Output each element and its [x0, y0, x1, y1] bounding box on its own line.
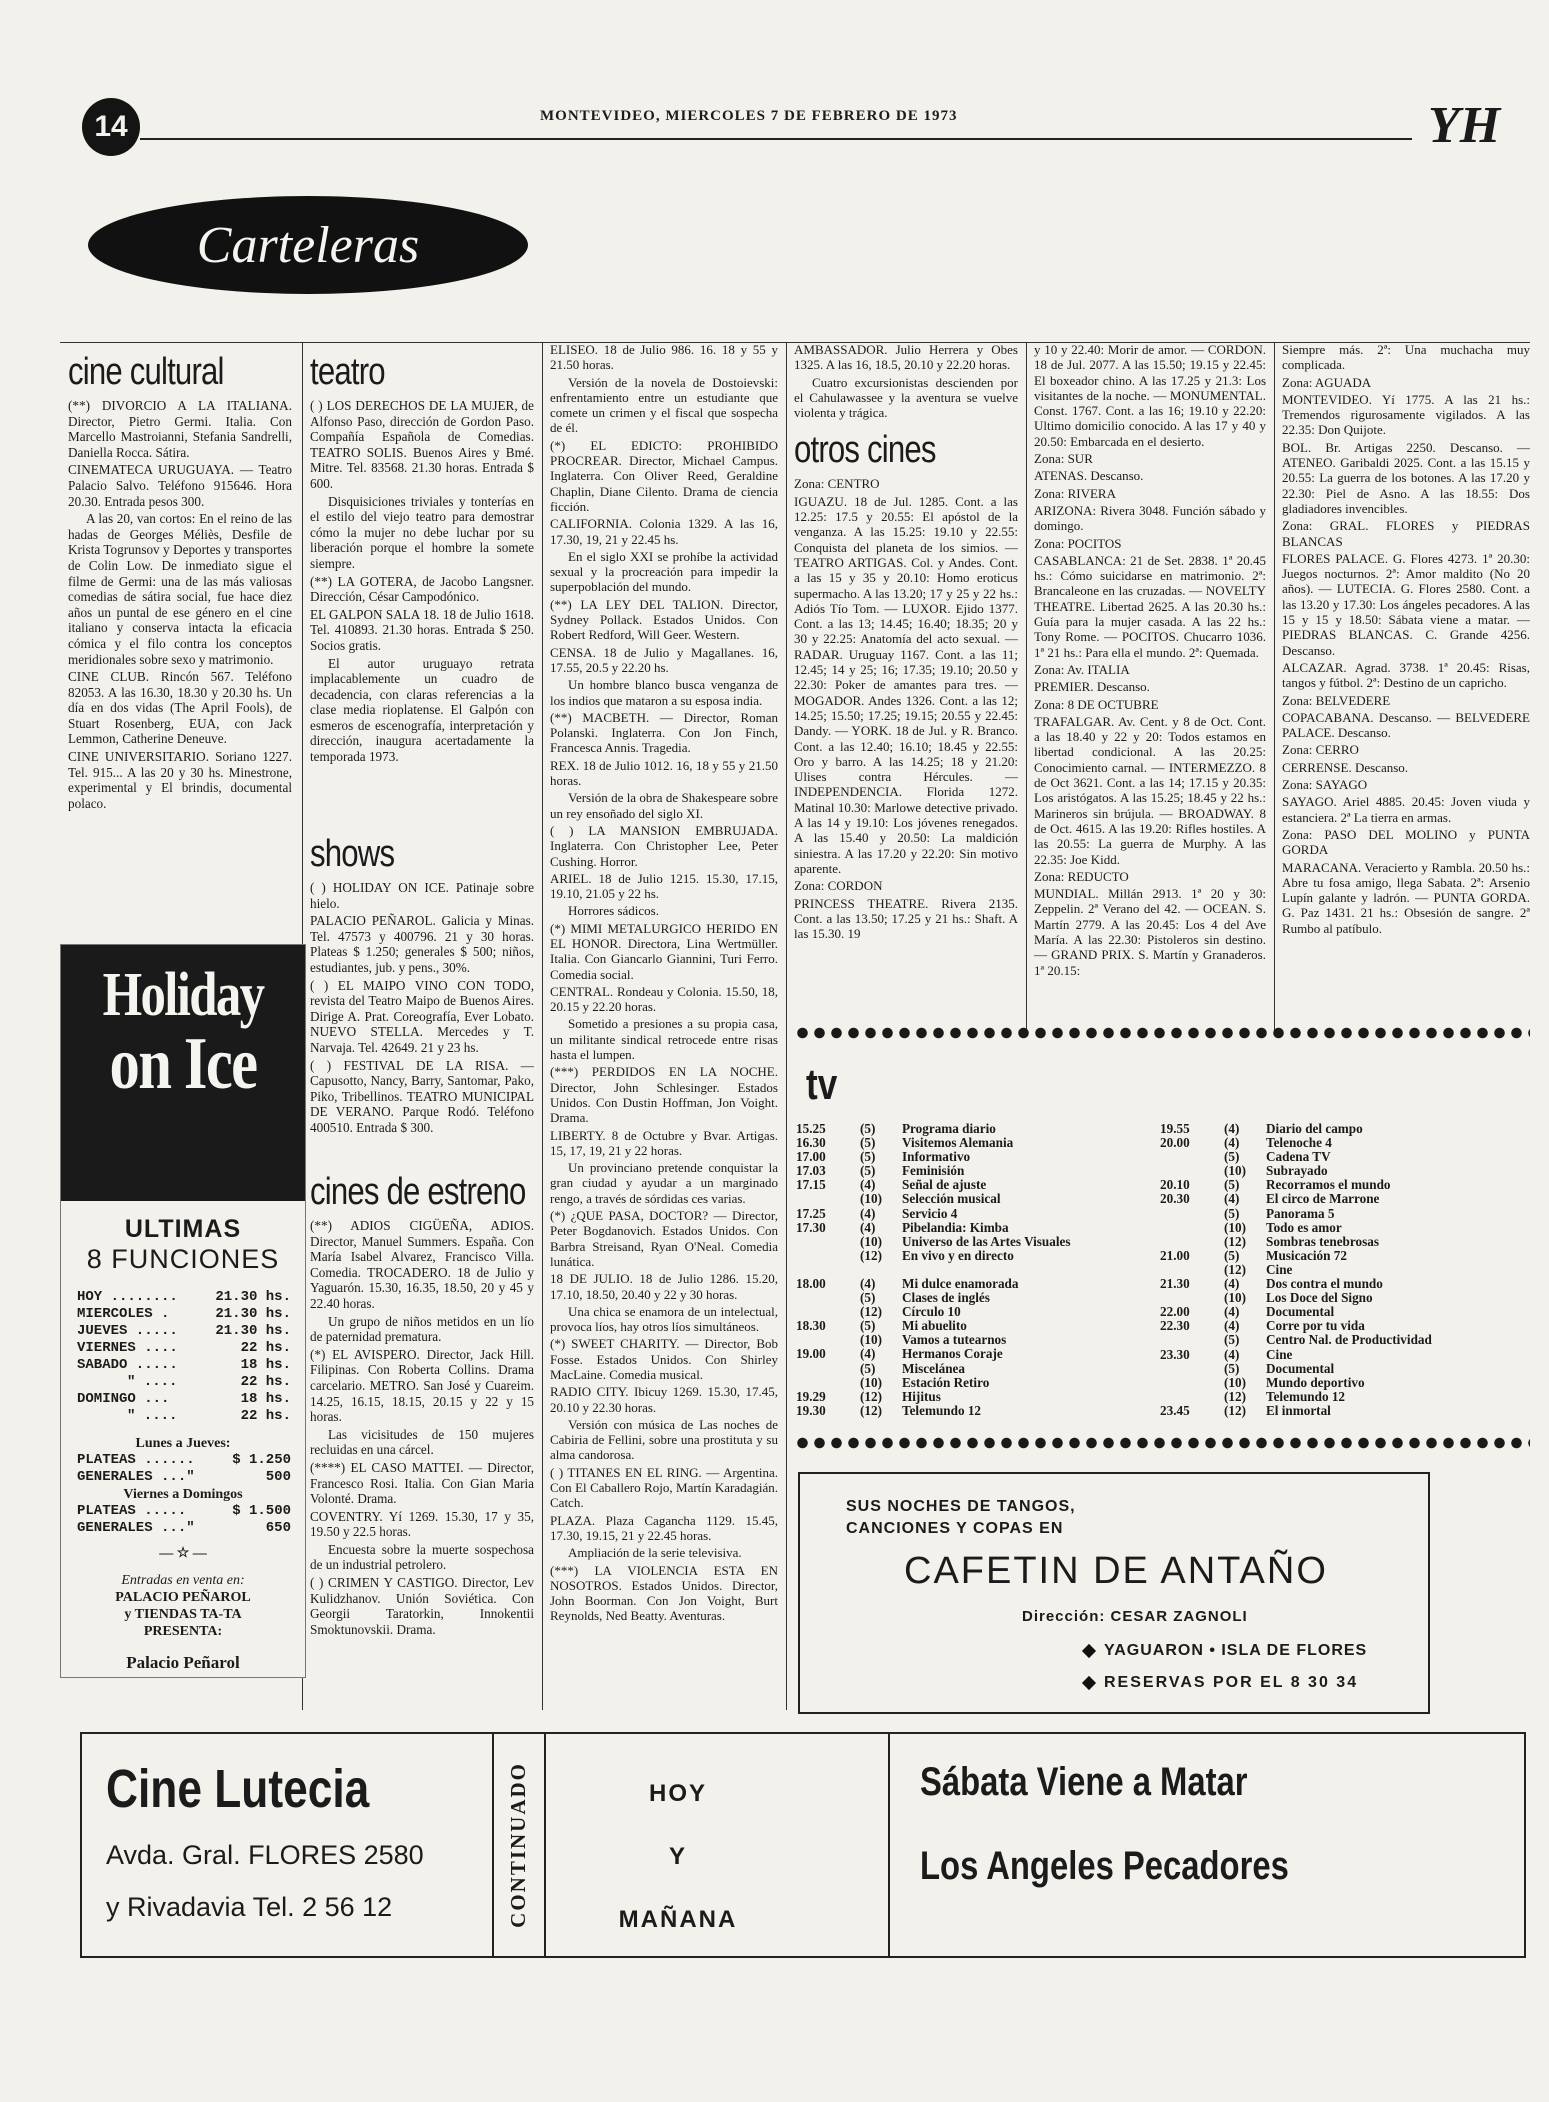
- listing-paragraph: PALACIO PEÑAROL. Galicia y Minas. Tel. 47573 y 400796. 21 y 30 horas. Plateas $ 1.250; generales $ 500; niños, estudiantes, jub. y pens., 30%.: [310, 913, 534, 975]
- film-title: Sábata Viene a Matar: [920, 1760, 1248, 1804]
- listing-paragraph: ( ) HOLIDAY ON ICE. Patinaje sobre hielo.: [310, 880, 534, 911]
- tv-row: 17.15 (4) Señal de ajuste: [796, 1177, 987, 1193]
- listing-paragraph: IGUAZU. 18 de Jul. 1285. Cont. a las 12.25: 17.5 y 20.55: El apóstol de la venganza. A las 15.25: 19.10 y 22.55: Conquista del planeta de los simios. — TEATRO ARTIGAS. Col. y Andes. Cont. a las 15 y 35 y 20.10: Homo eroticus supermacho. A las 13.20; 17 y 25 y 22 hs.: Adiós Tío Tom. — LUXOR. Ejido 1377. Cont. a las 13; 14.45; 16.40; 18.35; 20 y 30 y 22.25: Anatomía del acto sexual. — RADAR. Uruguay 1167. Cont. a las 11; 12.45; 14 y 25; 16; 17.35; 19.10; 20.50 y 22.30: Poker de amantes para tres. — MOGADOR. Andes 1326. Cont. a las 12; 14.25; 15.50; 17.25; 19.15; 20.55 y 22.45: Dandy. — YORK. 18 de Jul. y R. Branco. Cont. a las 12.40; 16.10; 18.45 y 22.55: Oro y barro. A las 14.25; 18 y 21.20: Ulises contra Hércules. — INDEPENDENCIA. Florida 1272. Matinal 10.30: Marlowe detective privado. A las 14 y 19.10: Los jóvenes renegados. A las 15.40 y 20.50: La maldición siniestra. A las 17.20 y 22.20: Sin motivo aparente.: [794, 493, 1018, 876]
- cafetin-direction: Dirección: CESAR ZAGNOLI: [1022, 1608, 1248, 1625]
- film-title: Los Angeles Pecadores: [920, 1844, 1289, 1888]
- section-title-shows: shows: [310, 834, 395, 875]
- star-separator: — ☆ —: [159, 1546, 207, 1561]
- tv-row: 15.25 (5) Programa diario: [796, 1121, 996, 1136]
- tv-row: (5) Panorama 5: [1224, 1205, 1335, 1221]
- holiday-title-line2: on Ice: [109, 1023, 257, 1105]
- tv-row: (10) Vamos a tutearnos: [860, 1332, 1007, 1348]
- listing-paragraph: Sometido a presiones a su propia casa, un militante sindical retrocede entre risas hasta el lumpen.: [550, 1016, 778, 1063]
- tv-row: 17.00 (5) Informativo: [796, 1149, 971, 1165]
- listing-paragraph: PREMIER. Descanso.: [1034, 679, 1150, 695]
- listing-paragraph: (**) DIVORCIO A LA ITALIANA. Director, Pietro Germi. Italia. Con Marcello Mastroianni, Stefania Sandrelli, Daniella Rocca. Sátira.: [68, 398, 292, 460]
- tv-row: 19.55 (4) Diario del campo: [1160, 1121, 1363, 1136]
- prices-heading: Lunes a Jueves:: [135, 1436, 231, 1451]
- listing-paragraph: ( ) EL MAIPO VINO CON TODO, revista del Teatro Maipo de Buenos Aires. Dirige A. Prat. Coreografía, Ever Lobato. NUEVO STELLA. Mercedes y T. Narvaja. Tel. 42649. 21 y 23 hs.: [310, 977, 534, 1055]
- listing-paragraph: Disquisiciones triviales y tonterías en el estilo del viejo teatro para demostrar cómo la mujer no debe luchar por su liberación porque el hombre la somete siempre.: [310, 493, 534, 571]
- tv-row: 17.30 (4) Pibelandia: Kimba: [796, 1219, 1009, 1235]
- tv-row: 22.30 (4) Corre por tu vida: [1160, 1318, 1365, 1334]
- tv-row: (10) Subrayado: [1224, 1163, 1328, 1179]
- listing-paragraph: ATENAS. Descanso.: [1034, 468, 1144, 484]
- dotted-border-top: [794, 1026, 1530, 1040]
- tv-row: 19.29 (12) Hijitus: [796, 1388, 941, 1404]
- presenter: Palacio Peñarol: [126, 1653, 240, 1672]
- cafetin-reservations: RESERVAS POR EL 8 30 34: [1104, 1674, 1359, 1691]
- tv-row: 20.10 (5) Recorramos el mundo: [1160, 1177, 1391, 1193]
- listing-paragraph: (**) MACBETH. — Director, Roman Polanski. Inglaterra. Con Jon Finch, Francesca Annis. Tragedia.: [550, 709, 778, 756]
- listing-paragraph: Las vicisitudes de 150 mujeres recluidas en una cárcel.: [310, 1426, 534, 1458]
- tv-row: 18.30 (5) Mi abuelito: [796, 1318, 967, 1334]
- listing-paragraph: MARACANA. Veracierto y Rambla. 20.50 hs.: Abre tu fosa amigo, llega Sabata. 2ª: Arsenio Lupín galante y ladrón. — PUNTA GORDA. G. Paz 1431. 21 hs.: Obsesión de sangre. 2ª Rumbo al patíbulo.: [1282, 859, 1530, 936]
- listing-paragraph: COVENTRY. Yí 1269. 15.30, 17 y 35, 19.50 y 22.5 horas.: [310, 1508, 534, 1540]
- listing-paragraph: (*) ¿QUE PASA, DOCTOR? — Director, Peter Bogdanovich. Estados Unidos. Con Barbra Streisand, Ryan O'Neal. Comedia lunática.: [550, 1208, 778, 1269]
- zone-label: Zona: CERRO: [1282, 742, 1359, 758]
- listing-paragraph: SAYAGO. Ariel 4885. 20.45: Joven viuda y estanciera. 2ª La tierra en armas.: [1282, 794, 1530, 825]
- listing-paragraph: RADIO CITY. Ibicuy 1269. 15.30, 17.45, 20.10 y 22.30 horas.: [550, 1384, 778, 1415]
- listing-paragraph: CASABLANCA: 21 de Set. 2838. 1ª 20.45 hs.: Cómo suicidarse en matrimonio. 2ª: Brancaleone en las cruzadas. — NOVELTY THEATRE. Libertad 2625. A las 20.30 hs.: Guía para la mujer casada. A las 22 hs.: Tony Rome. — POCITOS. Chucarro 1036. 1ª 21 hs.: Para ella el mundo. 2ª: Quemada.: [1034, 552, 1266, 660]
- listing-paragraph: ( ) FESTIVAL DE LA RISA. — Capusotto, Nancy, Barry, Santomar, Pako, Piko, Tribellinos. TEATRO MUNICIPAL DE VERANO. Parque Rodó. Teléfono 400510. Entrada $ 300.: [310, 1057, 534, 1135]
- cine-cultural-section: [68, 352, 292, 898]
- listing-paragraph: REX. 18 de Julio 1012. 16, 18 y 55 y 21.50 horas.: [550, 757, 778, 789]
- lutecia-address: Avda. Gral. FLORES 2580: [106, 1840, 424, 1870]
- tv-row: (5) Centro Nal. de Productividad: [1224, 1332, 1432, 1348]
- schedule-list: [77, 1289, 291, 1425]
- zone-label: Zona: AGUADA: [1282, 374, 1372, 390]
- diamond-icon: [1082, 1676, 1096, 1690]
- zone-label: Zona: BELVEDERE: [1282, 692, 1391, 708]
- tv-row: (5) Documental: [1224, 1360, 1335, 1376]
- header-rule: [140, 138, 1412, 140]
- price-row: PLATEAS ..... $ 1.500: [77, 1503, 291, 1519]
- section-title-cines-estreno: cines de estreno: [310, 1172, 526, 1213]
- otros-cines-continued: [1034, 342, 1266, 1006]
- tv-row: (12) En vivo y en directo: [860, 1247, 1014, 1263]
- tv-row: (10) Selección musical: [860, 1191, 1001, 1207]
- cines-estreno-section: [310, 1172, 534, 1706]
- tv-row: 17.03 (5) Feminisión: [796, 1163, 965, 1179]
- cine-lutecia-ad: [80, 1732, 1526, 1958]
- zone-label: Zona: SAYAGO: [1282, 777, 1368, 793]
- tv-row: (5) Miscelánea: [860, 1360, 965, 1376]
- tv-row: (12) Sombras tenebrosas: [1224, 1233, 1379, 1249]
- listing-paragraph: COPACABANA. Descanso. — BELVEDERE PALACE. Descanso.: [1282, 709, 1530, 741]
- listing-paragraph: (*) EL AVISPERO. Director, Jack Hill. Filipinas. Con Roberta Collins. Drama carcelario. METRO. San José y Cuareim. 14.25, 16.15, 18.15, 20.15 y 22 y 15 horas.: [310, 1346, 534, 1425]
- listing-paragraph: Siempre más. 2ª: Una muchacha muy complicada.: [1282, 342, 1530, 373]
- holiday-on-ice-ad: [60, 944, 306, 1678]
- cafetin-location: YAGUARON • ISLA DE FLORES: [1104, 1642, 1368, 1659]
- listing-paragraph: Una chica se enamora de un intelectual, provoca líos, hay otros líos simultáneos.: [550, 1303, 778, 1335]
- tv-row: 17.25 (4) Servicio 4: [796, 1205, 958, 1221]
- listing-paragraph: CINE UNIVERSITARIO. Soriano 1227. Tel. 915... A las 20 y 30 hs. Minestrone, experimental y El brindis, documental polaco.: [68, 749, 292, 811]
- tv-row: (5) Clases de inglés: [860, 1290, 990, 1306]
- tv-row: [796, 1263, 1156, 1277]
- zone-label: Zona: PASO DEL MOLINO y PUNTA GORDA: [1282, 826, 1530, 858]
- sales-line: PRESENTA:: [143, 1624, 223, 1639]
- section-title-otros-cines: otros cines: [794, 429, 936, 472]
- section-title-teatro: teatro: [310, 352, 385, 393]
- ad-divider: [544, 1734, 546, 1956]
- tv-row: (10) Universo de las Artes Visuales: [860, 1233, 1071, 1249]
- listing-paragraph: LIBERTY. 8 de Octubre y Bvar. Artigas. 15, 17, 19, 21 y 22 horas.: [550, 1127, 778, 1158]
- diamond-icon: [1082, 1644, 1096, 1658]
- listing-paragraph: (**) ADIOS CIGÜEÑA, ADIOS. Director, Manuel Summers. España. Con María Isabel Alvarez, Francisco Villa. Comedia. TROCADERO. 18 de Julio y Yaguarón. 15.30, 16.35, 18.50, 20 y 45 y 22.40 horas.: [310, 1218, 534, 1311]
- listing-paragraph: ( ) TITANES EN EL RING. — Argentina. Con El Caballero Rojo, Martín Karadagián. Catch.: [550, 1464, 778, 1511]
- dotted-border-bottom: [794, 1436, 1530, 1450]
- lutecia-address-2: y Rivadavia Tel. 2 56 12: [106, 1892, 393, 1922]
- section-title-tv: tv: [806, 1060, 838, 1109]
- tv-schedule-right: [1160, 1122, 1530, 1418]
- schedule-row: MIERCOLES . 21.30 hs.: [77, 1306, 291, 1322]
- listing-paragraph: CERRENSE. Descanso.: [1282, 759, 1409, 775]
- listing-paragraph: Un provinciano pretende conquistar la gran ciudad y ayudar a un marginado rengo, a través de sórdidas ces varias.: [550, 1160, 778, 1206]
- tv-row: (12) Cine: [1224, 1261, 1293, 1277]
- tv-row: 18.00 (4) Mi dulce enamorada: [796, 1275, 1019, 1291]
- column-rule: [1026, 342, 1027, 1032]
- listing-paragraph: CALIFORNIA. Colonia 1329. A las 16, 17.30, 19, 21 y 22.45 hs.: [550, 516, 778, 547]
- tv-row: 21.30 (4) Dos contra el mundo: [1160, 1276, 1383, 1292]
- listing-paragraph: ARIZONA: Rivera 3048. Función sábado y domingo.: [1034, 502, 1266, 534]
- listing-paragraph: ARIEL. 18 de Julio 1215. 15.30, 17.15, 19.10, 21.05 y 22 hs.: [550, 870, 778, 902]
- zone-label: Zona: SUR: [1034, 451, 1093, 467]
- listing-paragraph: ELISEO. 18 de Julio 986. 16. 18 y 55 y 21.50 horas.: [550, 342, 778, 373]
- tv-row: 20.00 (4) Telenoche 4: [1160, 1135, 1332, 1151]
- sales-line: PALACIO PEÑAROL: [115, 1590, 251, 1605]
- prices-heading: Viernes a Domingos: [123, 1487, 243, 1502]
- listing-paragraph: ( ) LOS DERECHOS DE LA MUJER, de Alfonso Paso, dirección de Gordon Paso. Compañía Española de Comedias. TEATRO SOLIS. Buenos Aires y Bmé. Mitre. Tel. 83568. 21.30 horas. Entrada $ 600.: [310, 398, 534, 491]
- tv-row: (12) Telemundo 12: [1224, 1388, 1346, 1404]
- listing-paragraph: CENTRAL. Rondeau y Colonia. 15.50, 18, 20.15 y 22.20 horas.: [550, 983, 778, 1015]
- otros-cines-continued-2: [1282, 342, 1530, 1006]
- listing-paragraph: (*) MIMI METALURGICO HERIDO EN EL HONOR. Directora, Lina Wertmüller. Italia. Con Giancarlo Giannini, Turi Ferro. Comedia social.: [550, 920, 778, 982]
- hoy-y-manana: HOY Y MAÑANA: [618, 1780, 738, 1933]
- schedule-row: VIERNES .... 22 hs.: [77, 1340, 291, 1356]
- listing-paragraph: En el siglo XXI se prohíbe la actividad sexual y la procreación para impedir la superpoblación del mundo.: [550, 548, 778, 595]
- listing-paragraph: (***) PERDIDOS EN LA NOCHE. Director, John Schlesinger. Estados Unidos. Con Dustin Hoffman, Jon Voight. Drama.: [550, 1064, 778, 1126]
- listing-paragraph: y 10 y 22.40: Morir de amor. — CORDON. 18 de Jul. 2077. A las 15.50; 19.15 y 22.45: El boxeador chino. A las 17.25 y 21.3: Los visitantes de la noche. — MONUMENTAL. Const. 1767. Cont. a las 16; 19.10 y 22.20: Ultimo domicilio conocido. A las 17 y 40 y 20.50: Embarcada en el desierto.: [1034, 342, 1266, 449]
- zone-label: Zona: Av. ITALIA: [1034, 661, 1130, 677]
- zone-label: Zona: CORDON: [794, 878, 883, 894]
- tv-row: (12) Círculo 10: [860, 1304, 961, 1320]
- cafetin-tagline: SUS NOCHES DE TANGOS, CANCIONES Y COPAS EN: [846, 1498, 1076, 1537]
- schedule-row: SABADO ..... 18 hs.: [77, 1357, 291, 1373]
- listing-paragraph: (****) EL CASO MATTEI. — Director, Francesco Rosi. Italia. Con Gian Maria Volonté. Drama.: [310, 1459, 534, 1507]
- brand-logo: YH: [1428, 97, 1501, 154]
- page-number: 14: [82, 98, 140, 156]
- listing-paragraph: El autor uruguayo retrata implacablemente un cuadro de decadencia, con claras referencias a la clase media rioplatense. El Galpón con esmeros de escenografía, interpretación y dirección, inaugura acertadamente la temporada 1973.: [310, 655, 534, 765]
- tv-row: 22.00 (4) Documental: [1160, 1304, 1335, 1320]
- listing-paragraph: Un hombre blanco busca venganza de los indios que mataron a su esposa india.: [550, 677, 778, 708]
- listing-paragraph: A las 20, van cortos: En el reino de las hadas de Georges Méliès, Desfile de Krista Togrunsov y Deportes y transportes de Colin Low. De inmediato sigue el filme de Germi: una de las más valiosas comedias de sátira social, fue hace diez años un puntal de ese género en el cine italiano y conserva intacta la eficacia cómica y el filo contra los conceptos meridionales sobre sexo y matrimonio.: [68, 511, 292, 667]
- zone-label: Zona: CENTRO: [794, 476, 880, 492]
- holiday-logo: [61, 945, 305, 1201]
- sales-line: Entradas en venta en:: [121, 1573, 245, 1588]
- schedule-row: HOY ........ 21.30 hs.: [77, 1289, 291, 1305]
- tv-row: (10) Todo es amor: [1224, 1219, 1342, 1235]
- tv-row: (10) Los Doce del Signo: [1224, 1290, 1373, 1306]
- tv-row: (10) Mundo deportivo: [1224, 1374, 1365, 1390]
- otros-cines-section: [794, 342, 1018, 1006]
- zone-label: Zona: RIVERA: [1034, 485, 1116, 501]
- tv-row: 23.30 (4) Cine: [1160, 1346, 1293, 1362]
- cafetin-de-antano-ad: [798, 1472, 1430, 1714]
- holiday-title-line1: Holiday: [102, 961, 264, 1029]
- listing-paragraph: Versión con música de Las noches de Cabiria de Fellini, sobre una prostituta y su alma candorosa.: [550, 1416, 778, 1463]
- prices-list: [77, 1503, 291, 1537]
- tv-row: 21.00 (5) Musicación 72: [1160, 1247, 1347, 1263]
- tv-row: (5) Cadena TV: [1224, 1149, 1331, 1165]
- listing-paragraph: (**) LA LEY DEL TALION. Director, Sydney Pollack. Estados Unidos. Con Robert Redford, Will Geer. Western.: [550, 596, 778, 643]
- listing-paragraph: CENSA. 18 de Julio y Magallanes. 16, 17.55, 20.5 y 22.20 hs.: [550, 644, 778, 675]
- tv-schedule-left: [796, 1122, 1156, 1418]
- listing-paragraph: (***) LA VIOLENCIA ESTA EN NOSOTROS. Estados Unidos. Director, John Boorman. Con Jon Voight, Burt Reynolds, Ned Beatty. Aventuras.: [550, 1562, 778, 1624]
- ultimas-label: ULTIMAS: [124, 1215, 242, 1243]
- schedule-row: JUEVES ..... 21.30 hs.: [77, 1323, 291, 1339]
- listing-paragraph: Cuatro excursionistas descienden por el Cahulawassee y la aventura se vuelve violenta y trágica.: [794, 374, 1018, 421]
- tv-row: 16.30 (5) Visitemos Alemania: [796, 1135, 1014, 1151]
- section-title-cine-cultural: cine cultural: [68, 352, 224, 393]
- column-rule: [1274, 342, 1275, 1032]
- listing-paragraph: EL GALPON SALA 18. 18 de Julio 1618. Tel. 410893. 21.30 horas. Entrada $ 250. Socios gratis.: [310, 606, 534, 653]
- listing-paragraph: (**) LA GOTERA, de Jacobo Langsner. Dirección, César Campodónico.: [310, 573, 534, 605]
- listing-paragraph: Encuesta sobre la muerte sospechosa de un industrial petrolero.: [310, 1541, 534, 1573]
- listing-paragraph: CINE CLUB. Rincón 567. Teléfono 82053. A las 16.30, 18.30 y 20.30 hs. Un día en dos vidas (The April Fools), de Stuart Rosenberg, EUA, con Jack Lemmon, Catherine Deneuve.: [68, 669, 292, 747]
- listing-paragraph: MONTEVIDEO. Yí 1775. A las 21 hs.: Tremendos rigurosamente vigilados. A las 22.35: Don Quijote.: [1282, 391, 1530, 438]
- shows-section: [310, 834, 534, 1160]
- tv-row: 23.45 (12) El inmortal: [1160, 1402, 1331, 1418]
- listing-paragraph: CINEMATECA URUGUAYA. — Teatro Palacio Salvo. Teléfono 915646. Hora 20.30. Entrada pesos 300.: [68, 462, 292, 509]
- column-rule: [786, 342, 787, 1710]
- listing-paragraph: PLAZA. Plaza Cagancha 1129. 15.45, 17.30, 19.15, 21 y 22.45 horas.: [550, 1512, 778, 1543]
- cafetin-name: CAFETIN DE ANTAÑO: [904, 1550, 1328, 1592]
- tv-row: (10) Estación Retiro: [860, 1374, 990, 1390]
- listing-paragraph: 18 DE JULIO. 18 de Julio 1286. 15.20, 17.10, 18.50, 20.40 y 22 y 30 horas.: [550, 1271, 778, 1302]
- listing-paragraph: (*) EL EDICTO: PROHIBIDO PROCREAR. Director, Michael Campus. Inglaterra. Con Oliver Reed, Geraldine Chaplin, Diane Cilento. Drama de ciencia ficción.: [550, 437, 778, 514]
- price-row: GENERALES ..." 500: [77, 1469, 291, 1485]
- lutecia-name: Cine Lutecia: [106, 1759, 370, 1819]
- tv-row: 19.30 (12) Telemundo 12: [796, 1402, 982, 1418]
- prices-list: [77, 1452, 291, 1486]
- listing-paragraph: ( ) CRIMEN Y CASTIGO. Director, Lev Kulidzhanov. Unión Soviética. Con Georgii Taratorkin, Innokentii Smoktunovskii. Drama.: [310, 1575, 534, 1637]
- price-row: PLATEAS ...... $ 1.250: [77, 1452, 291, 1468]
- column-rule: [542, 342, 543, 1710]
- listing-paragraph: MUNDIAL. Millán 2913. 1ª 20 y 30: Zeppelin. 2ª Verano del 42. — OCEAN. S. Martín 2779. A las 20.45: Los 4 del Ave María. A las 22.30: Pistoleros sin destino. — GRAND PRIX. S. Martín y Granaderos. 1ª 20.15:: [1034, 886, 1266, 978]
- continuado-label: CONTINUADO: [505, 1762, 530, 1928]
- listing-paragraph: (*) SWEET CHARITY. — Director, Bob Fosse. Estados Unidos. Con Shirley MacLaine. Comedia musical.: [550, 1336, 778, 1382]
- teatro-section: [310, 352, 534, 826]
- listing-paragraph: ( ) LA MANSION EMBRUJADA. Inglaterra. Con Christopher Lee, Peter Cushing. Horror.: [550, 822, 778, 869]
- sales-line: y TIENDAS TA-TA: [124, 1607, 242, 1622]
- listing-paragraph: Versión de la obra de Shakespeare sobre un rey ensoñado del siglo XI.: [550, 790, 778, 821]
- zone-label: Zona: GRAL. FLORES y PIEDRAS BLANCAS: [1282, 518, 1530, 549]
- schedule-row: " .... 22 hs.: [127, 1374, 291, 1390]
- listing-paragraph: Ampliación de la serie televisiva.: [568, 1545, 742, 1561]
- listing-paragraph: ALCAZAR. Agrad. 3738. 1ª 20.45: Risas, tangos y fútbol. 2ª: Destino de un capricho.: [1282, 659, 1530, 691]
- schedule-row: DOMINGO ... 18 hs.: [77, 1391, 291, 1407]
- section-banner: Carteleras: [88, 196, 528, 294]
- estreno-continued: [550, 342, 778, 1706]
- listing-paragraph: PRINCESS THEATRE. Rivera 2135. Cont. a las 13.50; 17.25 y 21 hs.: Shaft. A las 15.30. 19: [794, 895, 1018, 942]
- dateline: MONTEVIDEO, MIERCOLES 7 DE FEBRERO DE 1973: [540, 108, 958, 124]
- listing-paragraph: Horrores sádicos.: [568, 903, 659, 919]
- tv-row: 20.30 (4) El circo de Marrone: [1160, 1191, 1380, 1207]
- listing-paragraph: AMBASSADOR. Julio Herrera y Obes 1325. A las 16, 18.5, 20.10 y 22.20 horas.: [794, 342, 1018, 373]
- listing-paragraph: BOL. Br. Artigas 2250. Descanso. — ATENEO. Garibaldi 2025. Cont. a las 15.15 y 20.55: La guerra de los botones. A las 17.20 y 22.30: Piel de Asno. A las 18.55: Dos gladiadores invencibles.: [1282, 439, 1530, 516]
- ad-divider: [888, 1734, 890, 1956]
- listing-paragraph: FLORES PALACE. G. Flores 4273. 1ª 20.30: Juegos nocturnos. 2ª: Amor maldito (No 20 años). — LUTECIA. G. Flores 2580. Cont. a las 13.20 y 17.30: Los ángeles pecadores. A las 15 y 15 y 18.50: Sábata viene a matar. — PIEDRAS BLANCAS. C. Grande 4256. Descanso.: [1282, 550, 1530, 658]
- zone-label: Zona: REDUCTO: [1034, 868, 1129, 884]
- zone-label: Zona: POCITOS: [1034, 535, 1122, 551]
- tv-row: 19.00 (4) Hermanos Coraje: [796, 1346, 1003, 1362]
- funciones-label: 8 FUNCIONES: [86, 1244, 280, 1274]
- listing-paragraph: TRAFALGAR. Av. Cent. y 8 de Oct. Cont. a las 18.40 y 22 y 20: Todos estamos en libertad condicional. A las 20.25: Conocimiento carnal. — INTERMEZZO. 8 de Oct 3621. Cont. a las 14; 17.15 y 20.35: Los aristógatos. A las 15.25; 18.45 y 22 hs.: Marineros sin brújula. — BROADWAY. 8 de Oct. 4615. A las 19.20: Rifles hostiles. A las 20.55: La guerra de Murphy. A las 22.35: Joe Kidd.: [1034, 713, 1266, 867]
- zone-label: Zona: 8 DE OCTUBRE: [1034, 696, 1159, 712]
- schedule-row: " .... 22 hs.: [127, 1408, 291, 1424]
- price-row: GENERALES ..." 650: [77, 1520, 291, 1536]
- listing-paragraph: Versión de la novela de Dostoievski: enfrentamiento entre un estudiante que comete un crimen y el fiscal que sospecha de él.: [550, 374, 778, 436]
- listing-paragraph: Un grupo de niños metidos en un lío de paternidad prematura.: [310, 1313, 534, 1345]
